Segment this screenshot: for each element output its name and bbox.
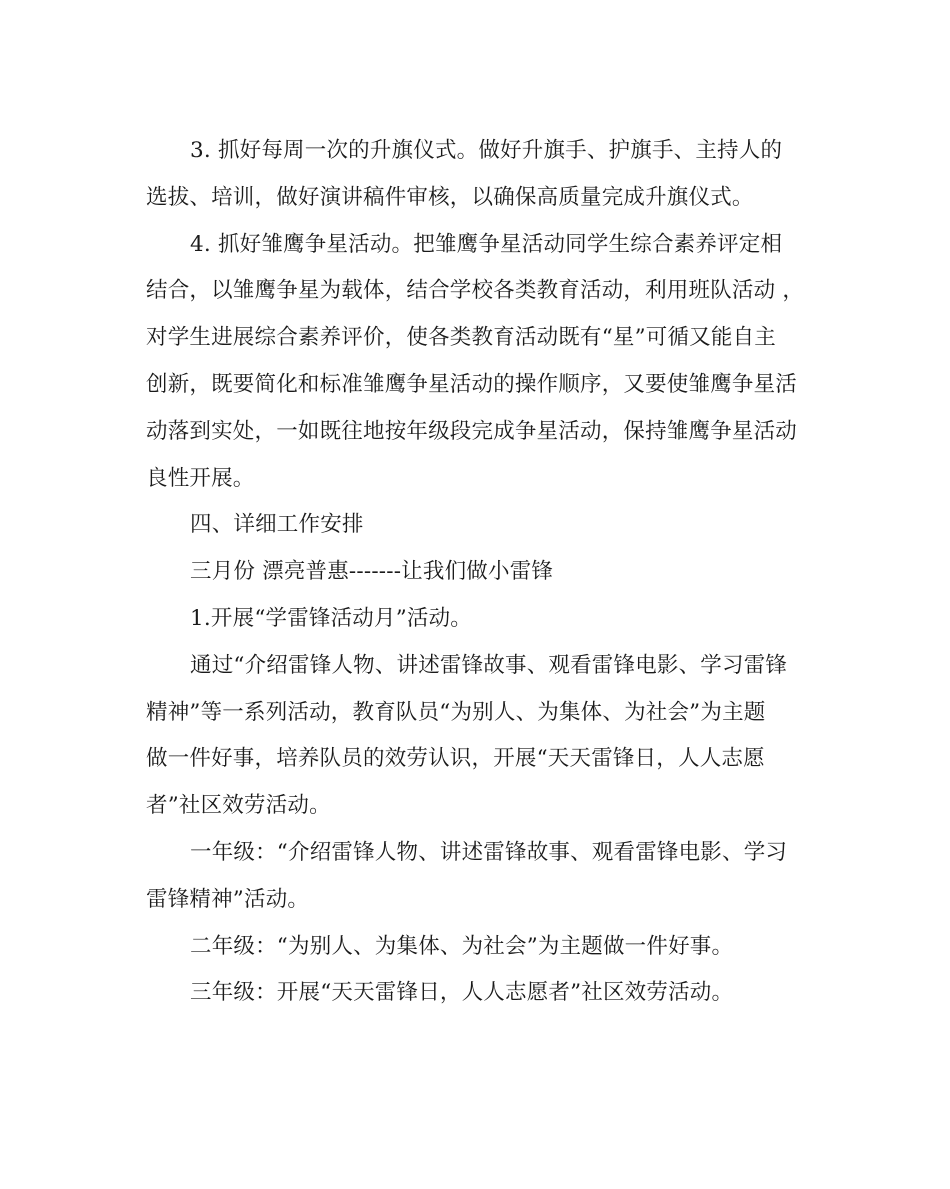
text-line: 雷锋精神”活动。: [146, 886, 310, 912]
paragraph-march-detail: [146, 643, 806, 830]
paragraph-march-item-1: [146, 596, 806, 643]
section-heading-text: 四、详细工作安排: [190, 512, 364, 538]
text-line: 对学生进展综合素养评价，使各类教育活动既有“星”可循又能自主: [146, 325, 776, 351]
section-heading: [146, 502, 806, 549]
text-line: 通过“介绍雷锋人物、讲述雷锋故事、观看雷锋电影、学习雷锋: [190, 652, 788, 678]
text-line: 良性开展。: [146, 465, 255, 491]
text-line: 3. 抓好每周一次的升旗仪式。做好升旗手、护旗手、主持人的: [190, 138, 783, 163]
text-line: 精神”等一系列活动，教育队员“为别人、为集体、为社会”为主题: [146, 699, 766, 725]
paragraph-grade-1: [146, 830, 806, 924]
paragraph-grade-3: [146, 970, 806, 1017]
text-line: 者”社区效劳活动。: [146, 793, 331, 819]
month-heading: [146, 549, 806, 596]
text-line: 做一件好事，培养队员的效劳认识，开展“天天雷锋日，人人志愿: [146, 746, 765, 772]
paragraph-grade-2: [146, 924, 806, 971]
document-body: [146, 128, 806, 1017]
text-line: 选拔、培训，做好演讲稿件审核，以确保高质量完成升旗仪式。: [146, 184, 754, 210]
month-heading-text: 三月份 漂亮普惠-------让我们做小雷锋: [190, 559, 554, 585]
text-line: 1.开展“学雷锋活动月”活动。: [190, 605, 472, 631]
paragraph-item-3: [146, 128, 806, 222]
text-line: 三年级：开展“天天雷锋日，人人志愿者”社区效劳活动。: [190, 980, 734, 1006]
text-line: 二年级：“为别人、为集体、为社会”为主题做一件好事。: [190, 933, 734, 959]
text-line: 4. 抓好雏鹰争星活动。把雏鹰争星活动同学生综合素养评定相: [190, 231, 783, 257]
text-line: 结合，以雏鹰争星为载体，结合学校各类教育活动，利用班队活动 ，: [146, 278, 805, 304]
text-line: 一年级：“介绍雷锋人物、讲述雷锋故事、观看雷锋电影、学习: [190, 839, 788, 865]
text-line: 创新，既要简化和标准雏鹰争星活动的操作顺序，又要使雏鹰争星活: [146, 371, 798, 397]
paragraph-item-4: [146, 222, 806, 503]
text-line: 动落到实处，一如既往地按年级段完成争星活动，保持雏鹰争星活动: [146, 418, 798, 444]
